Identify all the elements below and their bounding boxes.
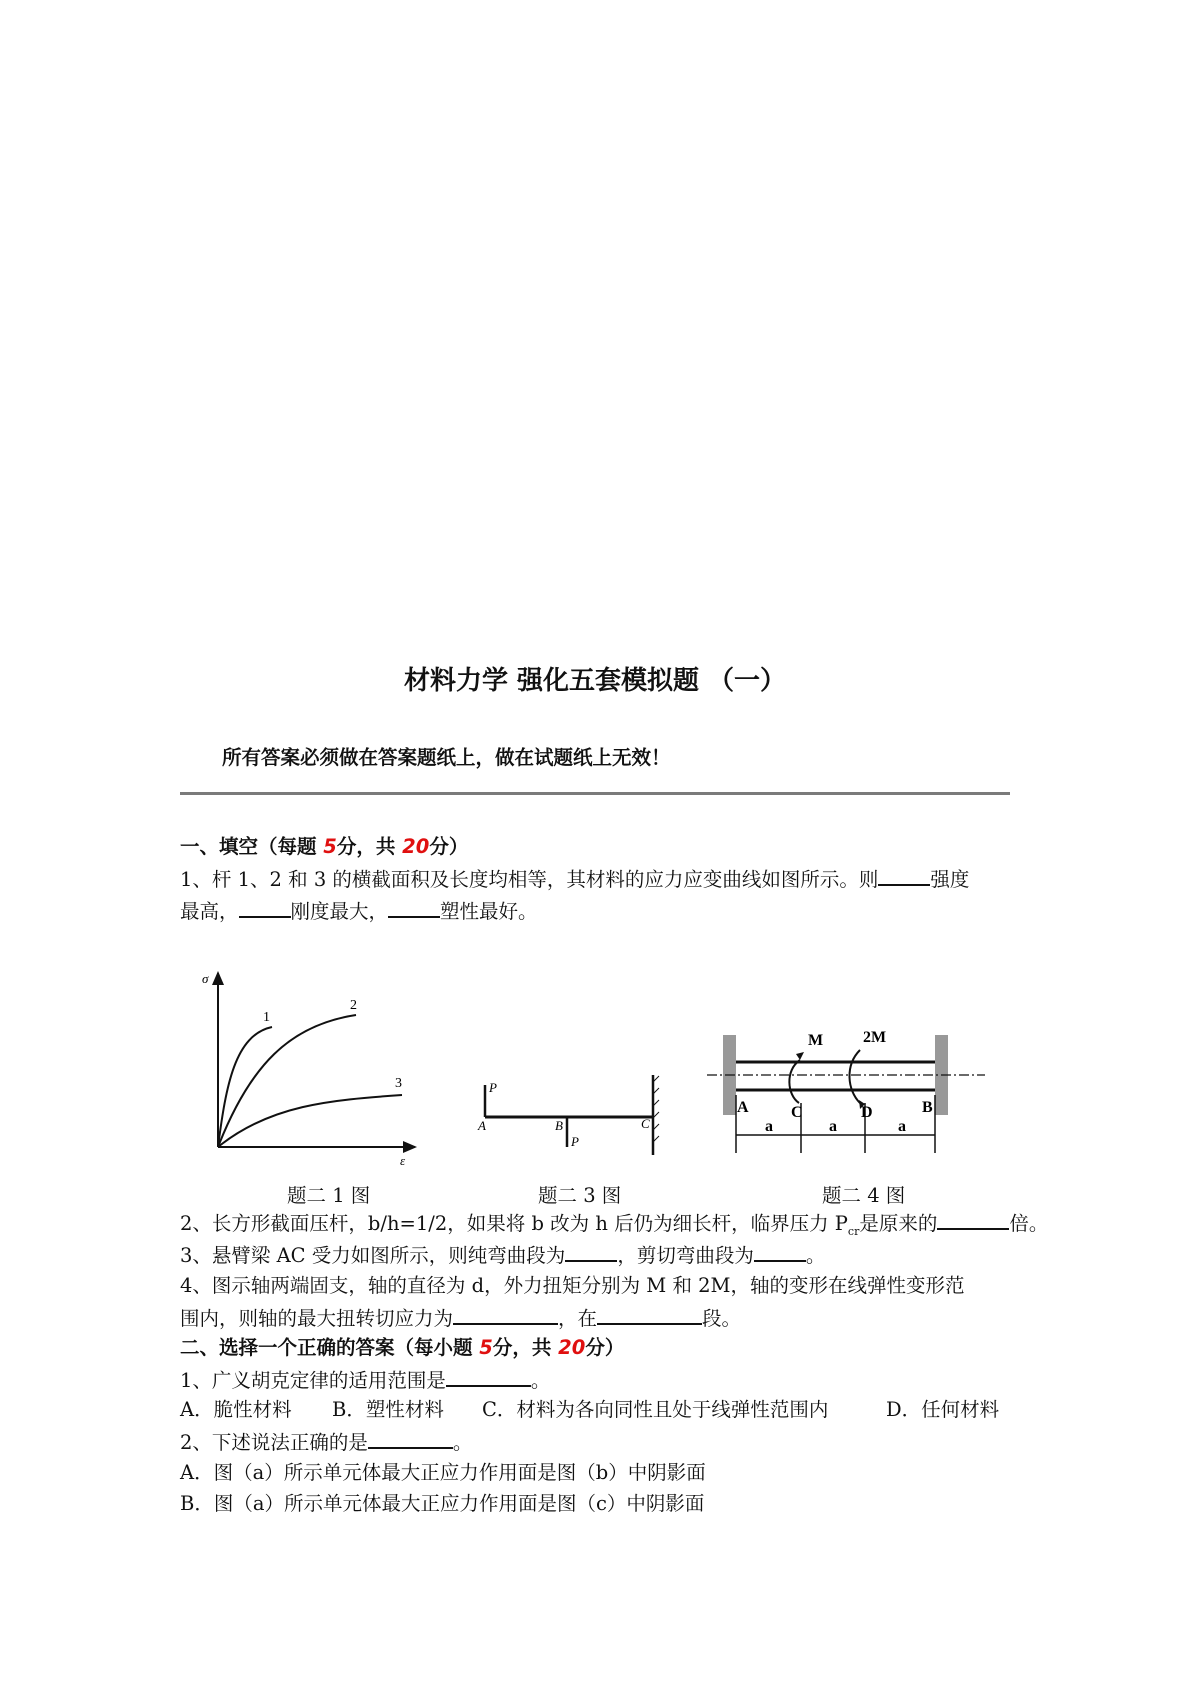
svg-text:A: A [737,1099,749,1116]
svg-text:a: a [765,1118,773,1135]
svg-text:a: a [829,1118,837,1135]
svg-text:D: D [861,1104,873,1121]
svg-text:A: A [478,1118,486,1133]
s2-q1-option-c: C．材料为各向同性且处于线弹性范围内 [482,1398,829,1421]
fig3-caption: 题二 3 图 [538,1184,622,1207]
answer-blank [754,1242,806,1262]
s2-q1-option-b: B．塑性材料 [332,1398,444,1421]
q3-line: 3、悬臂梁 AC 受力如图所示，则纯弯曲段为 ，剪切弯曲段为 。 [180,1244,826,1267]
answer-blank [388,898,440,918]
fig4-caption: 题二 4 图 [822,1184,906,1207]
answer-blank [453,1305,558,1325]
cantilever-figure [475,1070,675,1160]
q4-line1: 4、图示轴两端固支，轴的直径为 d，外力扭矩分别为 M 和 2M，轴的变形在线弹性变形范 [180,1274,965,1297]
answer-blank [446,1367,531,1387]
curve-3 [218,1095,402,1147]
svg-text:a: a [898,1118,906,1135]
divider [180,792,1010,795]
curve-2 [218,1015,356,1147]
s2-q2: 2、下述说法正确的是 。 [180,1431,473,1454]
s2-q2-option-b: B．图（a）所示单元体最大正应力作用面是图（c）中阴影面 [180,1492,705,1515]
section1-heading: 一、填空（每题 5分，共 20分） [180,835,469,858]
svg-text:1: 1 [263,1010,270,1025]
svg-text:σ: σ [202,971,209,986]
s2-q1: 1、广义胡克定律的适用范围是 。 [180,1369,551,1392]
svg-text:2M: 2M [863,1029,887,1046]
q2-line: 2、长方形截面压杆，b/h=1/2，如果将 b 改为 h 后仍为细长杆，临界压力 $P_{cr}$是原来的 倍。 [180,1212,1049,1238]
stress-strain-figure [190,965,430,1170]
q4-line2: 围内，则轴的最大扭转切应力为 ，在 段。 [180,1307,742,1330]
svg-text:ε: ε [400,1153,406,1168]
notice: 所有答案必须做在答案题纸上，做在试题纸上无效！ [222,746,671,769]
shaft-figure [705,1025,990,1155]
svg-text:C: C [641,1116,650,1131]
answer-blank [597,1305,702,1325]
svg-text:C: C [791,1104,803,1121]
svg-text:M: M [808,1032,824,1049]
fig1-caption: 题二 1 图 [287,1184,371,1207]
svg-text:3: 3 [395,1076,402,1091]
q1-line1: 1、杆 1、2 和 3 的横截面积及长度均相等，其材料的应力应变曲线如图所示。则 强度 [180,868,970,891]
answer-blank [368,1429,453,1449]
svg-text:P: P [571,1134,579,1149]
q1-line2: 最高， 刚度最大， 塑性最好。 [180,900,538,923]
answer-blank [565,1242,617,1262]
answer-blank [878,866,930,886]
svg-text:2: 2 [350,998,357,1013]
page-title: 材料力学 强化五套模拟题 （一） [403,666,787,696]
answer-blank [239,898,291,918]
s2-q2-option-a: A．图（a）所示单元体最大正应力作用面是图（b）中阴影面 [180,1461,706,1484]
svg-text:P: P [489,1080,497,1095]
section2-heading: 二、选择一个正确的答案（每小题 5分，共 20分） [180,1336,625,1359]
svg-text:B: B [555,1118,563,1133]
svg-text:B: B [922,1099,933,1116]
answer-blank [937,1210,1009,1230]
s2-q1-option-a: A．脆性材料 [180,1398,292,1421]
s2-q1-option-d: D．任何材料 [886,1398,1000,1421]
